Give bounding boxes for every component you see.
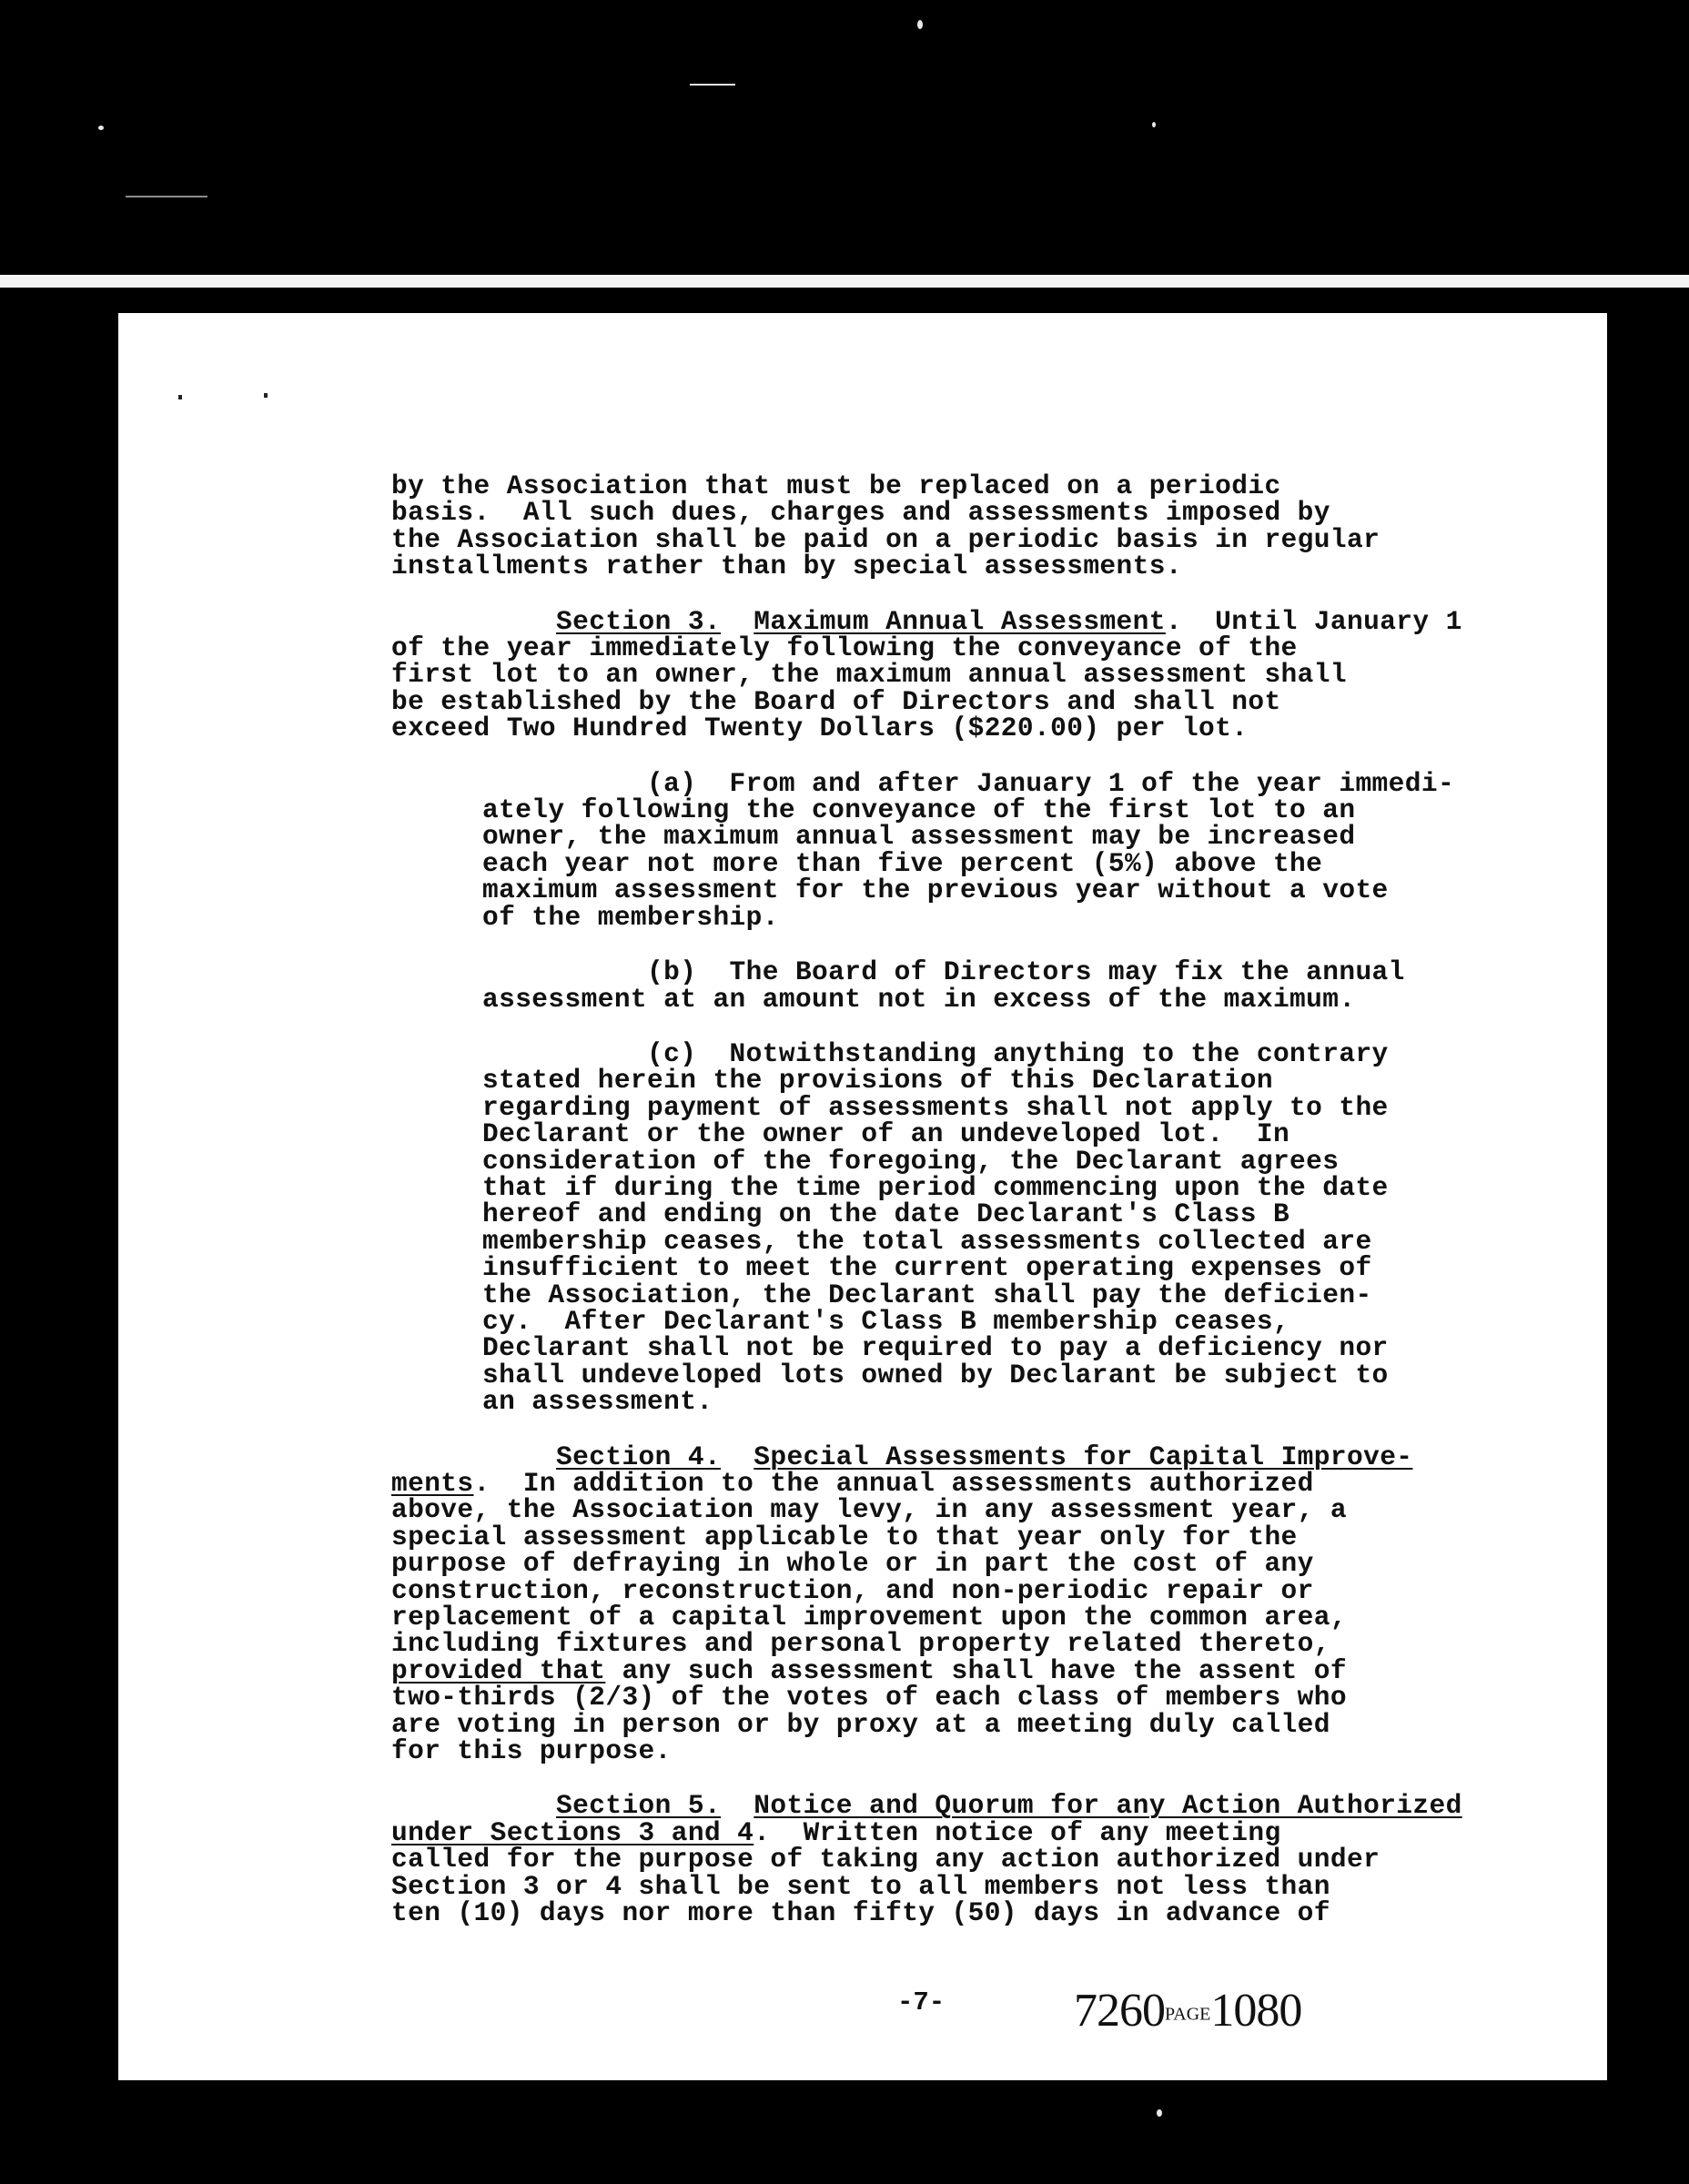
text-line: purpose of defraying in whole or in part the cost of any bbox=[391, 1548, 1314, 1580]
text-line: first lot to an owner, the maximum annual assessment shall bbox=[391, 659, 1347, 691]
text-line: an assessment. bbox=[482, 1386, 713, 1418]
section-4-heading-line bbox=[391, 1441, 1574, 1472]
text-line: ately following the conveyance of the first lot to an bbox=[482, 794, 1356, 826]
page-label: PAGE bbox=[1165, 2004, 1211, 2025]
text-line: ten (10) days nor more than fifty (50) days in advance of bbox=[391, 1897, 1330, 1929]
document-page bbox=[118, 313, 1607, 2080]
text-fragment: . Until January 1 bbox=[1165, 605, 1462, 637]
stamp-page-number: 1080 bbox=[1210, 1985, 1302, 2037]
scan-speck bbox=[98, 126, 104, 130]
section-4 bbox=[391, 1441, 1574, 1767]
text-line bbox=[482, 1037, 1574, 1069]
section-5 bbox=[391, 1790, 1574, 1929]
text-line: special assessment applicable to that year only for the bbox=[391, 1521, 1298, 1552]
section-5-number: Section 5. bbox=[556, 1790, 722, 1822]
book-number: 7260 bbox=[1074, 1985, 1165, 2037]
scan-speck bbox=[917, 20, 923, 29]
text-line: insufficient to meet the current operating expenses of bbox=[482, 1252, 1372, 1284]
document-body bbox=[391, 470, 1574, 1956]
text-fragment: (c) Notwithstanding anything to the contrary bbox=[647, 1037, 1389, 1069]
text-line: two-thirds (2/3) of the votes of each class of members who bbox=[391, 1682, 1347, 1714]
text-line: Declarant shall not be required to pay a deficiency nor bbox=[482, 1332, 1389, 1364]
section-5-heading-line bbox=[391, 1790, 1574, 1822]
text-line: by the Association that must be replaced on a periodic bbox=[391, 470, 1281, 501]
scan-speck bbox=[1157, 2109, 1162, 2117]
text-line: basis. All such dues, charges and assessments imposed by bbox=[391, 497, 1330, 529]
section-5-title: Notice and Quorum for any Action Authorized bbox=[753, 1790, 1462, 1822]
text-line: of the year immediately following the conveyance of the bbox=[391, 632, 1298, 664]
text-line: of the membership. bbox=[482, 901, 779, 933]
text-line: that if during the time period commencing upon the date bbox=[482, 1171, 1389, 1203]
text-line: are voting in person or by proxy at a meeting duly called bbox=[391, 1708, 1330, 1740]
scan-speck bbox=[690, 84, 735, 86]
text-line: cy. After Declarant's Class B membership ceases, bbox=[482, 1305, 1290, 1337]
section-4-title-continued: ments bbox=[391, 1468, 474, 1499]
section-3-number: Section 3. bbox=[556, 605, 722, 637]
page-number: -7- bbox=[897, 1987, 946, 2017]
text-line: be established by the Board of Directors and shall not bbox=[391, 685, 1281, 717]
text-fragment: . Written notice of any meeting bbox=[753, 1816, 1281, 1848]
scan-edge-line bbox=[0, 275, 1689, 288]
text-fragment: (a) From and after January 1 of the year immedi- bbox=[647, 767, 1455, 799]
text-line: regarding payment of assessments shall not apply to the bbox=[482, 1091, 1389, 1123]
section-4-title: Special Assessments for Capital Improve- bbox=[753, 1441, 1413, 1472]
subparagraph-a bbox=[391, 767, 1574, 933]
text-line: each year not more than five percent (5%) above the bbox=[482, 847, 1323, 879]
text-line bbox=[391, 1654, 1574, 1686]
text-line: Section 3 or 4 shall be sent to all members not less than bbox=[391, 1870, 1330, 1902]
text-fragment: . In addition to the annual assessments authorized bbox=[473, 1468, 1314, 1499]
book-page-stamp bbox=[1074, 1984, 1301, 2037]
scan-dot bbox=[264, 393, 268, 398]
text-line: hereof and ending on the date Declarant's Class B bbox=[482, 1198, 1290, 1230]
text-line: consideration of the foregoing, the Declarant agrees bbox=[482, 1145, 1340, 1177]
subparagraph-c bbox=[391, 1037, 1574, 1418]
scan-top-band bbox=[0, 0, 1689, 273]
subparagraph-b bbox=[391, 956, 1574, 1015]
text-line: Declarant or the owner of an undeveloped lot. In bbox=[482, 1118, 1290, 1150]
scan-speck bbox=[1152, 122, 1156, 127]
text-line: replacement of a capital improvement upon the common area, bbox=[391, 1602, 1347, 1633]
text-fragment: (b) The Board of Directors may fix the annual bbox=[647, 956, 1405, 988]
provided-that: provided that bbox=[391, 1654, 606, 1686]
text-line bbox=[482, 956, 1574, 988]
paragraph-assessments-continued bbox=[391, 470, 1574, 582]
text-line bbox=[391, 1468, 1574, 1499]
text-line: called for the purpose of taking any action authorized under bbox=[391, 1844, 1381, 1876]
section-4-number: Section 4. bbox=[556, 1441, 722, 1472]
text-line: including fixtures and personal property related thereto, bbox=[391, 1628, 1330, 1660]
text-line: shall undeveloped lots owned by Declarant be subject to bbox=[482, 1359, 1389, 1390]
text-line: for this purpose. bbox=[391, 1735, 672, 1767]
text-line bbox=[391, 1816, 1574, 1848]
section-5-title-continued: under Sections 3 and 4 bbox=[391, 1816, 754, 1848]
scan-speck bbox=[126, 196, 207, 197]
scan-dot bbox=[178, 395, 182, 399]
text-line: owner, the maximum annual assessment may be increased bbox=[482, 821, 1356, 853]
text-line: maximum assessment for the previous year without a vote bbox=[482, 875, 1389, 906]
text-line: stated herein the provisions of this Declaration bbox=[482, 1065, 1273, 1097]
section-3-heading-line bbox=[391, 605, 1574, 637]
text-line bbox=[482, 767, 1574, 799]
text-line: membership ceases, the total assessments collected are bbox=[482, 1225, 1372, 1257]
section-3-title: Maximum Annual Assessment bbox=[753, 605, 1166, 637]
text-line: exceed Two Hundred Twenty Dollars ($220.00) per lot. bbox=[391, 713, 1249, 744]
text-line: construction, reconstruction, and non-periodic repair or bbox=[391, 1574, 1314, 1606]
section-3 bbox=[391, 605, 1574, 744]
text-fragment: any such assessment shall have the assent of bbox=[605, 1654, 1347, 1686]
text-line: installments rather than by special assessments. bbox=[391, 551, 1182, 582]
text-line: above, the Association may levy, in any assessment year, a bbox=[391, 1494, 1347, 1526]
text-line: assessment at an amount not in excess of the maximum. bbox=[482, 983, 1356, 1015]
text-line: the Association shall be paid on a periodic basis in regular bbox=[391, 523, 1381, 555]
text-line: the Association, the Declarant shall pay the deficien- bbox=[482, 1279, 1372, 1310]
